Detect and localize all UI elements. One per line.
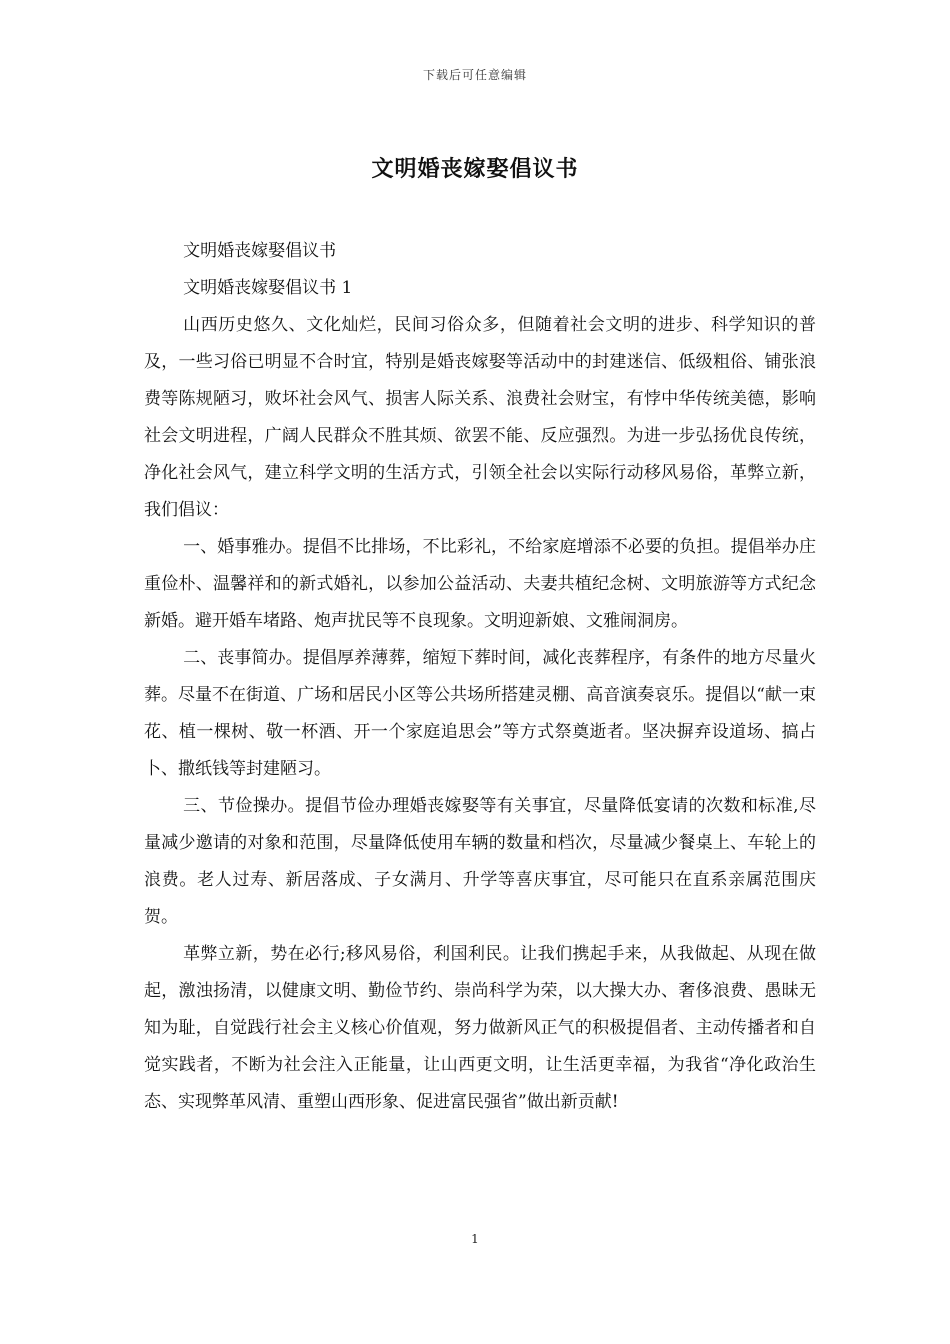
page-number: 1 [471,1232,479,1246]
paragraph-wedding: 一、婚事雅办。提倡不比排场，不比彩礼，不给家庭增添不必要的负担。提倡举办庄重俭朴、温馨祥和的新式婚礼，以参加公益活动、夫妻共植纪念树、文明旅游等方式纪念新婚。避开婚车堵路、炮声扰民等不良现象。文明迎新娘、文雅闹洞房。 [144,537,816,631]
document-body [144,233,816,1121]
paragraph-funeral: 二、丧事简办。提倡厚养薄葬，缩短下葬时间，减化丧葬程序，有条件的地方尽量火葬。尽量不在街道、广场和居民小区等公共场所搭建灵棚、高音演奏哀乐。提倡以“献一束花、植一棵树、敬一杯酒、开一个家庭追思会”等方式祭奠逝者。坚决摒弃设道场、搞占卜、撒纸钱等封建陋习。 [144,648,816,779]
paragraph-section-heading: 文明婚丧嫁娶倡议书 1 [183,278,353,298]
document-title: 文明婚丧嫁娶倡议书 [371,156,579,182]
paragraph-frugal: 三、节俭操办。提倡节俭办理婚丧嫁娶等有关事宜，尽量降低宴请的次数和标准,尽量减少邀请的对象和范围，尽量降低使用车辆的数量和档次，尽量减少餐桌上、车轮上的浪费。老人过寿、新居落成、子女满月、升学等喜庆事宜，尽可能只在直系亲属范围庆贺。 [144,796,816,927]
header-note: 下载后可任意编辑 [422,68,527,82]
paragraph-subtitle: 文明婚丧嫁娶倡议书 [183,241,337,261]
paragraph-intro: 山西历史悠久、文化灿烂，民间习俗众多，但随着社会文明的进步、科学知识的普及，一些习俗已明显不合时宜，特别是婚丧嫁娶等活动中的封建迷信、低级粗俗、铺张浪费等陈规陋习，败坏社会风气、损害人际关系、浪费社会财宝，有悖中华传统美德，影响社会文明进程，广阔人民群众不胜其烦、欲罢不能、反应强烈。为进一步弘扬优良传统，净化社会风气，建立科学文明的生活方式，引领全社会以实际行动移风易俗，革弊立新，我们倡议： [144,315,816,520]
paragraph-closing: 革弊立新，势在必行;移风易俗，利国利民。让我们携起手来，从我做起、从现在做起，激浊扬清，以健康文明、勤俭节约、崇尚科学为荣，以大操大办、奢侈浪费、愚昧无知为耻，自觉践行社会主义核心价值观，努力做新风正气的积极提倡者、主动传播者和自觉实践者，不断为社会注入正能量，让山西更文明，让生活更幸福，为我省“净化政治生态、实现弊革风清、重塑山西形象、促进富民强省”做出新贡献! [144,944,816,1112]
